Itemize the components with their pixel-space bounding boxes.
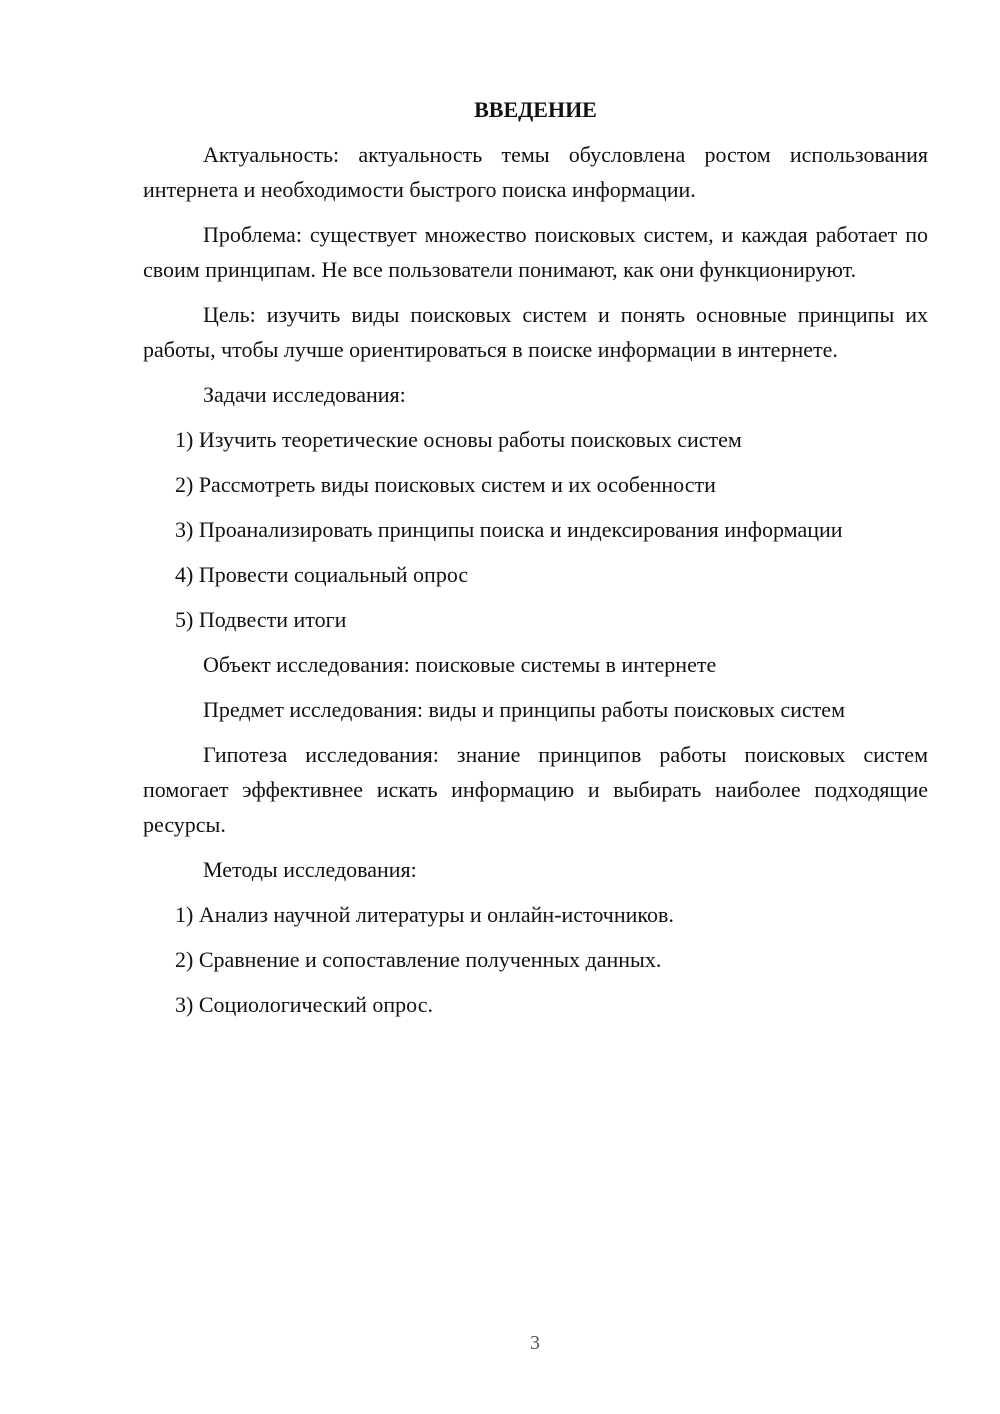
task-item: 2) Рассмотреть виды поисковых систем и их особенности [175,472,716,497]
problem-paragraph: Проблема: существует множество поисковых систем, и каждая работает по своим принципам. Не все пользователи понимают, как они функционируют. [143,222,928,282]
task-item: 4) Провести социальный опрос [175,562,469,587]
hypothesis-paragraph: Гипотеза исследования: знание принципов работы поисковых систем помогает эффективнее искать информацию и выбирать наиболее подходящие ресурсы. [143,742,928,837]
task-item: 5) Подвести итоги [175,607,347,632]
page-number: 3 [530,1332,540,1354]
task-item: 1) Изучить теоретические основы работы поисковых систем [175,427,742,452]
tasks-heading: Задачи исследования: [203,382,406,407]
subject-paragraph: Предмет исследования: виды и принципы работы поисковых систем [203,697,845,722]
goal-paragraph: Цель: изучить виды поисковых систем и понять основные принципы их работы, чтобы лучше ориентироваться в поиске информации в интернете. [143,302,928,362]
method-item: 2) Сравнение и сопоставление полученных данных. [175,947,662,972]
object-paragraph: Объект исследования: поисковые системы в интернете [203,652,717,677]
task-item: 3) Проанализировать принципы поиска и индексирования информации [175,517,843,542]
method-item: 1) Анализ научной литературы и онлайн-источников. [175,902,674,927]
document-body [143,92,928,1032]
method-item: 3) Социологический опрос. [175,992,433,1017]
section-title: ВВЕДЕНИЕ [474,97,597,122]
methods-heading: Методы исследования: [203,857,417,882]
relevance-paragraph: Актуальность: актуальность темы обусловлена ростом использования интернета и необходимости быстрого поиска информации. [143,142,928,202]
